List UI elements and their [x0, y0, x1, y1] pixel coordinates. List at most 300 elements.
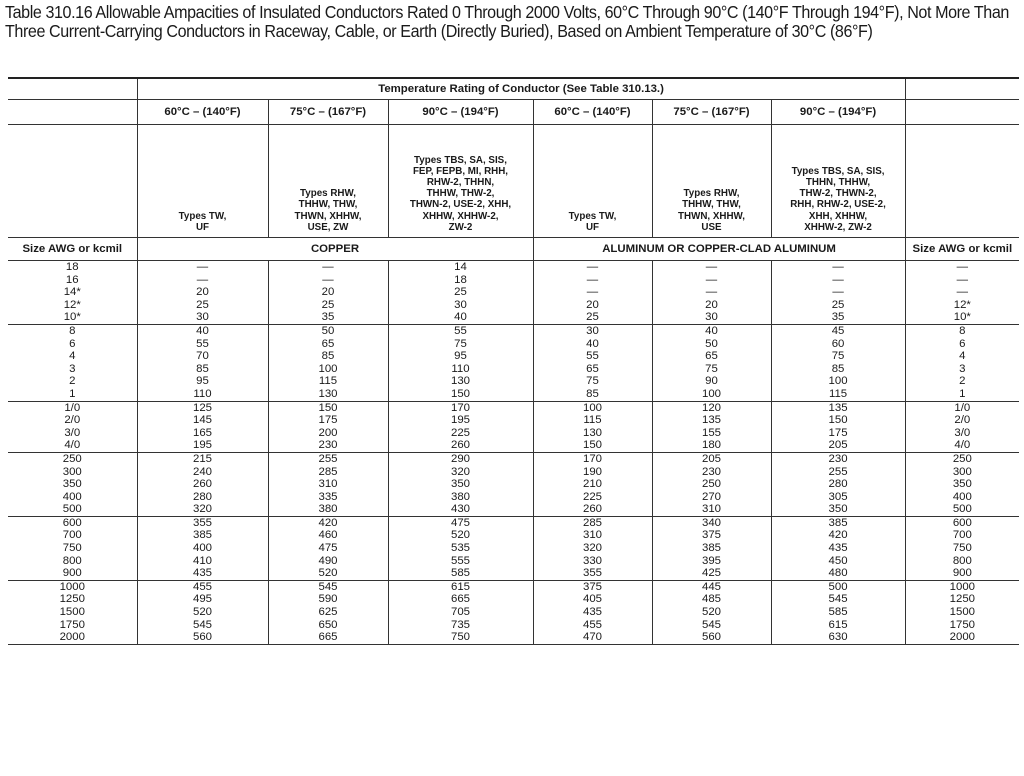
cell-value: 230 [828, 452, 848, 465]
aluminum-75c-types [652, 125, 771, 238]
cell-value: 110 [451, 362, 470, 375]
cell-value: 130 [318, 387, 338, 400]
aluminum-60c-cell [533, 452, 652, 516]
cell-value: 615 [828, 618, 848, 631]
cell-value: 590 [318, 593, 338, 606]
cell-value: 700 [952, 529, 972, 542]
cell-value: 8 [69, 324, 76, 337]
cell-value: 340 [701, 516, 721, 529]
cell-value: 175 [318, 414, 338, 427]
type-line: Types TW, [568, 210, 617, 222]
cell-value: 410 [192, 554, 212, 567]
cell-value: 520 [450, 529, 470, 542]
cell-value: 750 [450, 631, 470, 644]
copper-60c-cell [137, 580, 268, 644]
type-line: ZW-2 [448, 221, 473, 233]
copper-90c-cell [388, 452, 533, 516]
temperature-rating-header: Temperature Rating of Conductor (See Table 310.13.) [137, 78, 905, 100]
cell-value: 150 [318, 401, 338, 414]
cell-value: 500 [62, 503, 82, 516]
cell-value: 450 [828, 554, 848, 567]
cell-value: 475 [450, 516, 470, 529]
cell-value: 1500 [59, 606, 85, 619]
cell-value: 545 [701, 618, 721, 631]
cell-value: 4 [69, 350, 76, 363]
cell-value: 420 [318, 516, 338, 529]
cell-value: 395 [701, 554, 721, 567]
cell-value: 300 [952, 465, 972, 478]
cell-value: 435 [828, 542, 848, 555]
cell-value: 735 [450, 618, 470, 631]
cell-value: 585 [450, 567, 470, 580]
type-line: THWN-2, USE-2, XHH, [409, 199, 512, 211]
copper-75c-cell [268, 324, 388, 401]
cell-value: 2000 [949, 631, 975, 644]
aluminum-60c-header: 60°C – (140°F) [533, 100, 652, 125]
cell-value: 205 [828, 439, 848, 452]
cell-value: 375 [582, 580, 602, 593]
size-cell [8, 452, 137, 516]
cell-value: 435 [582, 606, 602, 619]
aluminum-60c-cell [533, 401, 652, 452]
cell-value: 355 [192, 516, 212, 529]
cell-value: 600 [62, 516, 82, 529]
type-line: USE [701, 221, 722, 233]
cell-value: 230 [701, 465, 721, 478]
cell-value: 385 [701, 542, 721, 555]
cell-value: 475 [318, 542, 338, 555]
cell-value: — [956, 286, 969, 299]
cell-value: 180 [701, 439, 721, 452]
aluminum-90c-types [771, 125, 905, 238]
cell-value: 495 [192, 593, 212, 606]
type-line: XHHW, XHHW-2, [422, 210, 499, 222]
cell-value: 16 [65, 273, 79, 286]
cell-value: 150 [450, 387, 470, 400]
cell-value: 585 [828, 606, 848, 619]
cell-value: 445 [701, 580, 721, 593]
cell-value: 705 [450, 606, 470, 619]
cell-value: 85 [831, 362, 845, 375]
cell-value: 12* [953, 298, 971, 311]
cell-value: 165 [192, 426, 212, 439]
cell-value: 350 [828, 503, 848, 516]
copper-75c-cell [268, 452, 388, 516]
aluminum-90c-cell [771, 401, 905, 452]
cell-value: 2/0 [64, 414, 81, 427]
cell-value: 425 [701, 567, 721, 580]
size-cell-right [905, 324, 1019, 401]
cell-value: — [322, 273, 334, 286]
copper-60c-cell [137, 324, 268, 401]
copper-75c-types [268, 125, 388, 238]
table-row-group [8, 324, 1019, 401]
type-line: Types TW, [178, 210, 227, 222]
aluminum-75c-cell [652, 401, 771, 452]
cell-value: 350 [62, 478, 82, 491]
type-line: Types RHW, [683, 188, 740, 200]
cell-value: 430 [450, 503, 470, 516]
cell-value: 520 [318, 567, 338, 580]
size-cell [8, 261, 137, 325]
aluminum-60c-types [533, 125, 652, 238]
cell-value: 250 [701, 478, 721, 491]
cell-value: 18 [65, 261, 79, 273]
cell-value: 305 [828, 490, 848, 503]
cell-value: 45 [831, 324, 845, 337]
cell-value: 130 [582, 426, 602, 439]
table-row-group [8, 580, 1019, 644]
cell-value: 1250 [59, 593, 85, 606]
cell-value: 115 [318, 375, 338, 388]
type-line: RHW-2, THHN, [426, 176, 495, 188]
cell-value: 2 [69, 375, 76, 388]
copper-75c-cell [268, 580, 388, 644]
cell-value: 520 [701, 606, 721, 619]
cell-value: 6 [959, 337, 966, 350]
cell-value: 535 [450, 542, 470, 555]
size-cell [8, 580, 137, 644]
table-caption [5, 2, 1009, 41]
cell-value: 55 [196, 337, 209, 350]
cell-value: 320 [450, 465, 470, 478]
cell-value: 750 [62, 542, 82, 555]
cell-value: 310 [582, 529, 602, 542]
cell-value: 155 [701, 426, 721, 439]
cell-value: 75 [454, 337, 467, 350]
cell-value: — [956, 261, 969, 273]
cell-value: 800 [62, 554, 82, 567]
aluminum-75c-cell [652, 452, 771, 516]
cell-value: 310 [318, 478, 338, 491]
copper-90c-types [388, 125, 533, 238]
cell-value: 100 [582, 401, 602, 414]
cell-value: 1000 [949, 580, 975, 593]
aluminum-90c-cell [771, 580, 905, 644]
copper-header: COPPER [137, 238, 533, 261]
ampacity-table [8, 77, 1019, 645]
aluminum-60c-cell [533, 261, 652, 325]
cell-value: 14* [63, 286, 81, 299]
copper-90c-cell [388, 261, 533, 325]
cell-value: 375 [701, 529, 721, 542]
cell-value: 85 [586, 387, 599, 400]
copper-75c-cell [268, 516, 388, 580]
cell-value: 650 [318, 618, 338, 631]
cell-value: 3/0 [64, 426, 81, 439]
cell-value: 1750 [59, 618, 85, 631]
cell-value: 355 [582, 567, 602, 580]
aluminum-90c-cell [771, 452, 905, 516]
cell-value: 1750 [949, 618, 975, 631]
aluminum-90c-cell [771, 261, 905, 325]
cell-value: 1500 [949, 606, 975, 619]
cell-value: 65 [586, 362, 599, 375]
cell-value: 100 [318, 362, 338, 375]
cell-value: 40 [586, 337, 599, 350]
cell-value: 1 [69, 387, 76, 400]
cell-value: — [196, 273, 209, 286]
header-row-material [8, 238, 1019, 261]
cell-value: 75 [705, 362, 718, 375]
cell-value: 195 [450, 414, 470, 427]
cell-value: 250 [62, 452, 82, 465]
cell-value: 280 [192, 490, 212, 503]
copper-75c-cell [268, 261, 388, 325]
cell-value: 170 [450, 401, 470, 414]
cell-value: 380 [450, 490, 470, 503]
cell-value: 240 [192, 465, 212, 478]
aluminum-60c-cell [533, 516, 652, 580]
cell-value: 40 [196, 324, 209, 337]
type-line: FEP, FEPB, MI, RHH, [412, 165, 509, 177]
cell-value: — [705, 273, 718, 286]
copper-90c-cell [388, 401, 533, 452]
type-line: UF [585, 221, 600, 233]
cell-value: — [705, 261, 718, 273]
cell-value: 50 [321, 324, 335, 337]
size-cell-right [905, 580, 1019, 644]
header-row-temperature [8, 78, 1019, 100]
cell-value: 4 [959, 350, 966, 363]
header-row-types [8, 125, 1019, 238]
cell-value: 260 [192, 478, 212, 491]
cell-value: 900 [62, 567, 82, 580]
type-line: Types RHW, [300, 188, 356, 200]
cell-value: 665 [318, 631, 338, 644]
cell-value: 380 [318, 503, 338, 516]
type-line: THHW, THW, [298, 199, 358, 211]
cell-value: — [832, 261, 844, 273]
size-cell-right [905, 516, 1019, 580]
type-line: USE, ZW [307, 221, 349, 233]
cell-value: 60 [831, 337, 845, 350]
header-blank-right [905, 125, 1019, 238]
cell-value: 255 [318, 452, 338, 465]
cell-value: 520 [192, 606, 212, 619]
cell-value: 30 [454, 298, 467, 311]
cell-value: 95 [196, 375, 209, 388]
copper-90c-cell [388, 516, 533, 580]
table-row-group [8, 516, 1019, 580]
cell-value: 25 [831, 298, 845, 311]
header-blank-right [905, 78, 1019, 100]
cell-value: 665 [450, 593, 470, 606]
cell-value: 500 [828, 580, 848, 593]
size-cell [8, 401, 137, 452]
copper-60c-types [137, 125, 268, 238]
cell-value: 75 [586, 375, 599, 388]
type-line: THHN, THHW, [805, 176, 871, 188]
cell-value: 30 [705, 311, 718, 324]
cell-value: 335 [318, 490, 338, 503]
copper-75c-header: 75°C – (167°F) [268, 100, 388, 125]
cell-value: 40 [705, 324, 718, 337]
copper-90c-cell [388, 580, 533, 644]
cell-value: 85 [196, 362, 209, 375]
cell-value: 320 [582, 542, 602, 555]
size-cell-right [905, 452, 1019, 516]
cell-value: — [322, 261, 334, 273]
cell-value: 405 [582, 593, 602, 606]
cell-value: 70 [196, 350, 209, 363]
aluminum-60c-cell [533, 580, 652, 644]
cell-value: 485 [701, 593, 721, 606]
cell-value: 135 [701, 414, 721, 427]
cell-value: 300 [62, 465, 82, 478]
cell-value: 90 [705, 375, 718, 388]
copper-60c-cell [137, 261, 268, 325]
cell-value: 85 [321, 350, 335, 363]
copper-60c-cell [137, 452, 268, 516]
type-line: UF [195, 221, 210, 233]
cell-value: 3 [69, 362, 76, 375]
header-blank-left [8, 125, 137, 238]
aluminum-header: ALUMINUM OR COPPER-CLAD ALUMINUM [533, 238, 905, 261]
cell-value: 460 [318, 529, 338, 542]
cell-value: 1/0 [954, 401, 971, 414]
cell-value: 50 [705, 337, 718, 350]
cell-value: 385 [828, 516, 848, 529]
cell-value: 350 [952, 478, 972, 491]
cell-value: 55 [454, 324, 467, 337]
cell-value: 480 [828, 567, 848, 580]
aluminum-90c-header: 90°C – (194°F) [771, 100, 905, 125]
copper-90c-header: 90°C – (194°F) [388, 100, 533, 125]
cell-value: — [586, 261, 599, 273]
aluminum-90c-cell [771, 516, 905, 580]
cell-value: 490 [318, 554, 338, 567]
cell-value: 110 [193, 387, 212, 400]
cell-value: 455 [582, 618, 602, 631]
cell-value: 900 [952, 567, 972, 580]
cell-value: 555 [450, 554, 470, 567]
cell-value: 260 [450, 439, 470, 452]
cell-value: 290 [450, 452, 470, 465]
cell-value: 1000 [59, 580, 85, 593]
cell-value: 350 [450, 478, 470, 491]
copper-75c-cell [268, 401, 388, 452]
cell-value: 600 [952, 516, 972, 529]
cell-value: 800 [952, 554, 972, 567]
cell-value: 145 [192, 414, 212, 427]
cell-value: 625 [318, 606, 338, 619]
cell-value: 280 [828, 478, 848, 491]
cell-value: 35 [321, 311, 335, 324]
copper-60c-cell [137, 401, 268, 452]
cell-value: 100 [701, 387, 721, 400]
caption-line-2: Three Current-Carrying Conductors in Raceway, Cable, or Earth (Directly Buried), Based on Ambient Temperature of 30°C (86°F) [5, 21, 873, 41]
table-row-group [8, 261, 1019, 325]
cell-value: — [832, 273, 844, 286]
cell-value: 205 [701, 452, 721, 465]
cell-value: 95 [454, 350, 467, 363]
cell-value: 30 [196, 311, 209, 324]
cell-value: — [586, 286, 599, 299]
type-line: Types TBS, SA, SIS, [414, 154, 507, 166]
aluminum-75c-cell [652, 516, 771, 580]
cell-value: 10* [953, 311, 971, 324]
cell-value: 65 [321, 337, 335, 350]
cell-value: 20 [196, 286, 209, 299]
cell-value: 285 [318, 465, 338, 478]
cell-value: 435 [192, 567, 212, 580]
cell-value: 190 [582, 465, 602, 478]
cell-value: 215 [192, 452, 212, 465]
cell-value: 130 [450, 375, 470, 388]
aluminum-60c-cell [533, 324, 652, 401]
cell-value: 210 [582, 478, 602, 491]
size-cell [8, 324, 137, 401]
table-row-group [8, 401, 1019, 452]
cell-value: — [832, 286, 844, 299]
type-line: XHHW-2, ZW-2 [804, 221, 872, 233]
type-line: RHH, RHW-2, USE-2, [790, 199, 886, 211]
cell-value: 30 [586, 324, 599, 337]
cell-value: 195 [192, 439, 212, 452]
type-line: Types TBS, SA, SIS, [791, 165, 885, 177]
size-header-left: Size AWG or kcmil [8, 238, 137, 261]
cell-value: — [956, 273, 969, 286]
copper-60c-cell [137, 516, 268, 580]
cell-value: 25 [454, 286, 467, 299]
cell-value: 1 [959, 387, 966, 400]
cell-value: 170 [582, 452, 602, 465]
cell-value: 2/0 [954, 414, 971, 427]
table-row-group [8, 452, 1019, 516]
cell-value: 200 [318, 426, 338, 439]
size-cell-right [905, 401, 1019, 452]
cell-value: 255 [828, 465, 848, 478]
cell-value: 75 [831, 350, 845, 363]
cell-value: — [196, 261, 209, 273]
cell-value: 250 [952, 452, 972, 465]
cell-value: 25 [196, 298, 209, 311]
cell-value: 320 [192, 503, 212, 516]
cell-value: 6 [69, 337, 76, 350]
header-row-degrees [8, 100, 1019, 125]
cell-value: 470 [582, 631, 602, 644]
cell-value: 385 [192, 529, 212, 542]
cell-value: 65 [705, 350, 718, 363]
cell-value: 3 [959, 362, 966, 375]
cell-value: 545 [192, 618, 212, 631]
cell-value: 1/0 [64, 401, 81, 414]
cell-value: 615 [450, 580, 470, 593]
size-cell-right [905, 261, 1019, 325]
type-line: THHW, THW, [682, 199, 741, 211]
cell-value: 20 [321, 286, 335, 299]
cell-value: 25 [321, 298, 335, 311]
cell-value: 20 [586, 298, 599, 311]
header-blank-left [8, 100, 137, 125]
cell-value: 115 [583, 414, 602, 427]
cell-value: 35 [831, 311, 845, 324]
aluminum-75c-header: 75°C – (167°F) [652, 100, 771, 125]
cell-value: 55 [586, 350, 599, 363]
cell-value: 225 [450, 426, 470, 439]
cell-value: 455 [192, 580, 212, 593]
cell-value: 330 [582, 554, 602, 567]
aluminum-75c-cell [652, 324, 771, 401]
cell-value: 4/0 [954, 439, 971, 452]
cell-value: 700 [62, 529, 82, 542]
cell-value: 420 [828, 529, 848, 542]
type-line: THWN, XHHW, [294, 210, 362, 222]
cell-value: 560 [192, 631, 212, 644]
cell-value: 500 [952, 503, 972, 516]
cell-value: 3/0 [954, 426, 971, 439]
